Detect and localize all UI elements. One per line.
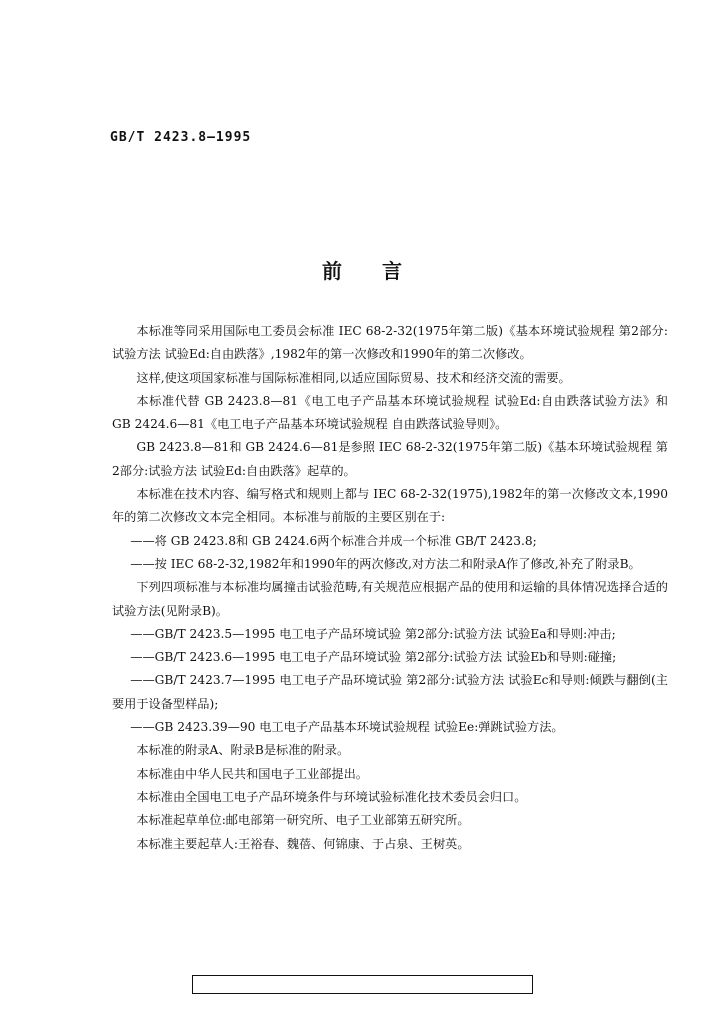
- list-item: ——将 GB 2423.8和 GB 2424.6两个标准合并成一个标准 GB/T 2423.8;: [130, 533, 537, 548]
- list-item: ——GB/T 2423.5—1995 电工电子产品环境试验 第2部分:试验方法 试验Ea和导则:冲击;: [130, 626, 616, 641]
- paragraph: 本标准等同采用国际电工委员会标准 IEC 68-2-32(1975年第二版)《基本环境试验规程 第2部分:试验方法 试验Ed:自由跌落》,1982年的第一次修改和1990年的第二次修改。: [112, 324, 668, 362]
- list-item: ——GB/T 2423.7—1995 电工电子产品环境试验 第2部分:试验方法 试验Ec和导则:倾跌与翻倒(主要用于设备型样品);: [112, 673, 668, 711]
- list-item: ——按 IEC 68-2-32,1982年和1990年的两次修改,对方法二和附录A作了修改,补充了附录B。: [130, 556, 641, 571]
- list-item: ——GB 2423.39—90 电工电子产品基本环境试验规程 试验Ee:弹跳试验方法。: [130, 720, 564, 735]
- paragraph: 下列四项标准与本标准均属撞击试验范畴,有关规范应根据产品的使用和运输的具体情况选择合适的试验方法(见附录B)。: [112, 580, 668, 618]
- paragraph: 本标准代替 GB 2423.8—81《电工电子产品基本环境试验规程 试验Ed:自由跌落试验方法》和 GB 2424.6—81《电工电子产品基本环境试验规程 自由跌落试验导则》。: [112, 393, 668, 432]
- paragraph: 这样,使这项国家标准与国际标准相同,以适应国际贸易、技术和经济交流的需要。: [136, 370, 571, 385]
- paragraph: 本标准的附录A、附录B是标准的附录。: [136, 743, 350, 758]
- paragraph: 本标准起草单位:邮电部第一研究所、电子工业部第五研究所。: [136, 813, 470, 828]
- list-item: ——GB/T 2423.6—1995 电工电子产品环境试验 第2部分:试验方法 试验Eb和导则:碰撞;: [130, 650, 617, 665]
- paragraph: 本标准由中华人民共和国电子工业部提出。: [136, 766, 368, 781]
- paragraph: 本标准在技术内容、编写格式和规则上都与 IEC 68-2-32(1975),1982年的第一次修改文本,1990年的第二次修改文本完全相同。本标准与前版的主要区别在于:: [112, 487, 668, 525]
- footer-box: [192, 975, 533, 994]
- page-title: 前言: [322, 259, 442, 283]
- paragraph: 本标准主要起草人:王裕春、魏蓓、何锦康、于占泉、王树英。: [136, 836, 470, 851]
- paragraph: 本标准由全国电工电子产品环境条件与环境试验标准化技术委员会归口。: [136, 789, 527, 804]
- paragraph: GB 2423.8—81和 GB 2424.6—81是参照 IEC 68-2-32(1975年第二版)《基本环境试验规程 第2部分:试验方法 试验Ed:自由跌落》起草的。: [112, 440, 668, 478]
- foreword-body: [112, 320, 668, 856]
- standard-number: GB/T 2423.8—1995: [110, 130, 252, 145]
